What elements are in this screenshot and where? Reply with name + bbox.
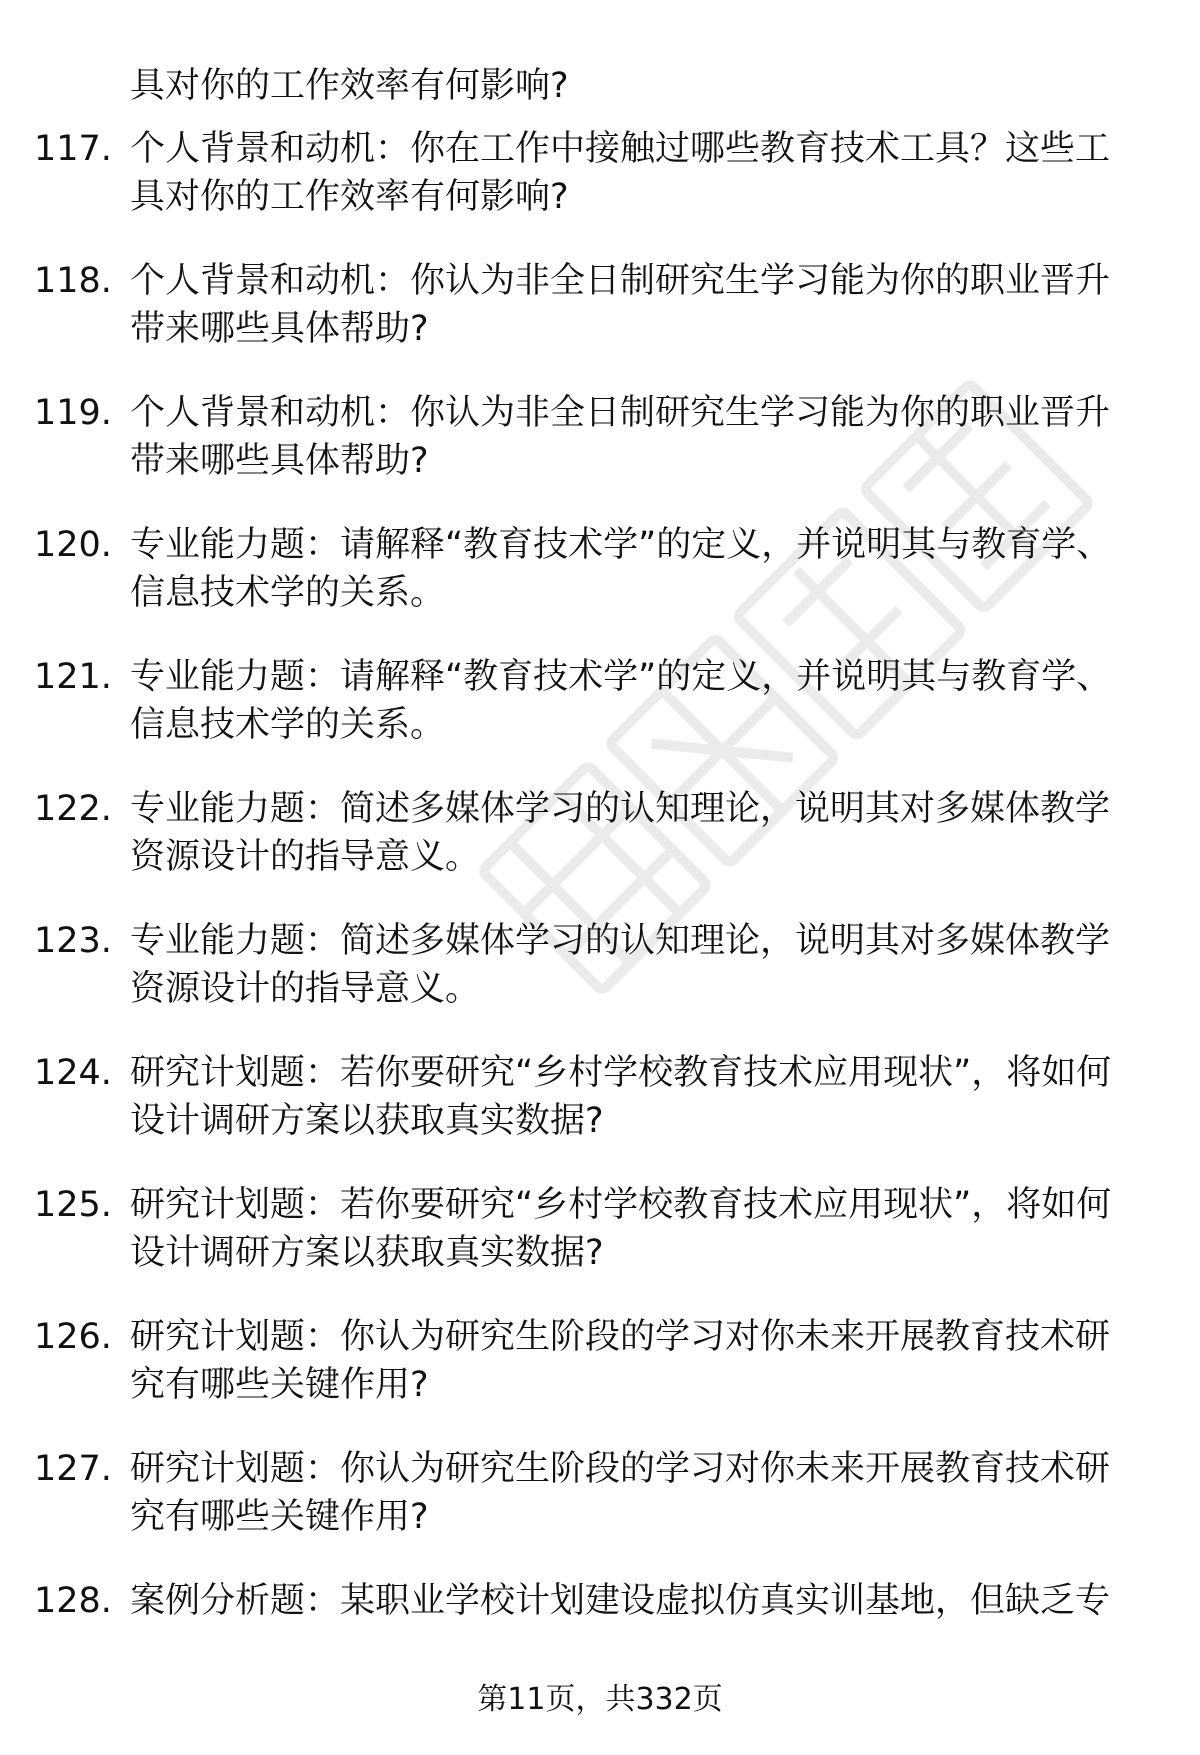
question-text: 研究计划题：你认为研究生阶段的学习对你未来开展教育技术研究有哪些关键作用? <box>130 1317 1111 1405</box>
question-number: 127. <box>34 1449 112 1489</box>
question-text: 研究计划题：你认为研究生阶段的学习对你未来开展教育技术研究有哪些关键作用? <box>130 1449 1111 1537</box>
question-number: 125. <box>34 1185 112 1225</box>
question-text: 研究计划题：若你要研究“乡村学校教育技术应用现状”，将如何设计调研方案以获取真实数据? <box>130 1185 1112 1273</box>
question-item <box>0 1313 1200 1445</box>
question-number: 126. <box>34 1317 112 1357</box>
continued-line: 具对你的工作效率有何影响? <box>130 66 569 106</box>
question-item <box>0 521 1200 653</box>
question-number: 117. <box>34 129 112 169</box>
question-number: 120. <box>34 525 112 565</box>
question-item <box>0 125 1200 257</box>
question-text: 案例分析题：某职业学校计划建设虚拟仿真实训基地，但缺乏专 <box>130 1581 1111 1621</box>
question-text: 个人背景和动机：你认为非全日制研究生学习能为你的职业晋升带来哪些具体帮助? <box>130 393 1111 481</box>
question-item <box>0 653 1200 785</box>
question-text: 专业能力题：请解释“教育技术学”的定义，并说明其与教育学、信息技术学的关系。 <box>130 525 1112 613</box>
question-item <box>0 785 1200 917</box>
question-text: 个人背景和动机：你认为非全日制研究生学习能为你的职业晋升带来哪些具体帮助? <box>130 261 1111 349</box>
question-number: 118. <box>34 261 112 301</box>
question-text: 专业能力题：请解释“教育技术学”的定义，并说明其与教育学、信息技术学的关系。 <box>130 657 1112 745</box>
question-item <box>0 1049 1200 1181</box>
question-number: 121. <box>34 657 112 697</box>
question-text: 研究计划题：若你要研究“乡村学校教育技术应用现状”，将如何设计调研方案以获取真实数据? <box>130 1053 1112 1141</box>
question-number: 119. <box>34 393 112 433</box>
question-text: 专业能力题：简述多媒体学习的认知理论，说明其对多媒体教学资源设计的指导意义。 <box>130 921 1111 1009</box>
question-item <box>0 1181 1200 1313</box>
question-item <box>0 1445 1200 1577</box>
question-number: 124. <box>34 1053 112 1093</box>
page-footer: 第11页，共332页 <box>477 1682 723 1717</box>
question-item <box>0 917 1200 1049</box>
question-text: 专业能力题：简述多媒体学习的认知理论，说明其对多媒体教学资源设计的指导意义。 <box>130 789 1111 877</box>
question-text: 个人背景和动机：你在工作中接触过哪些教育技术工具？这些工具对你的工作效率有何影响? <box>130 129 1111 217</box>
question-list <box>0 125 1200 1709</box>
question-item <box>0 257 1200 389</box>
question-item <box>0 389 1200 521</box>
question-number: 128. <box>34 1581 112 1621</box>
question-number: 123. <box>34 921 112 961</box>
question-number: 122. <box>34 789 112 829</box>
